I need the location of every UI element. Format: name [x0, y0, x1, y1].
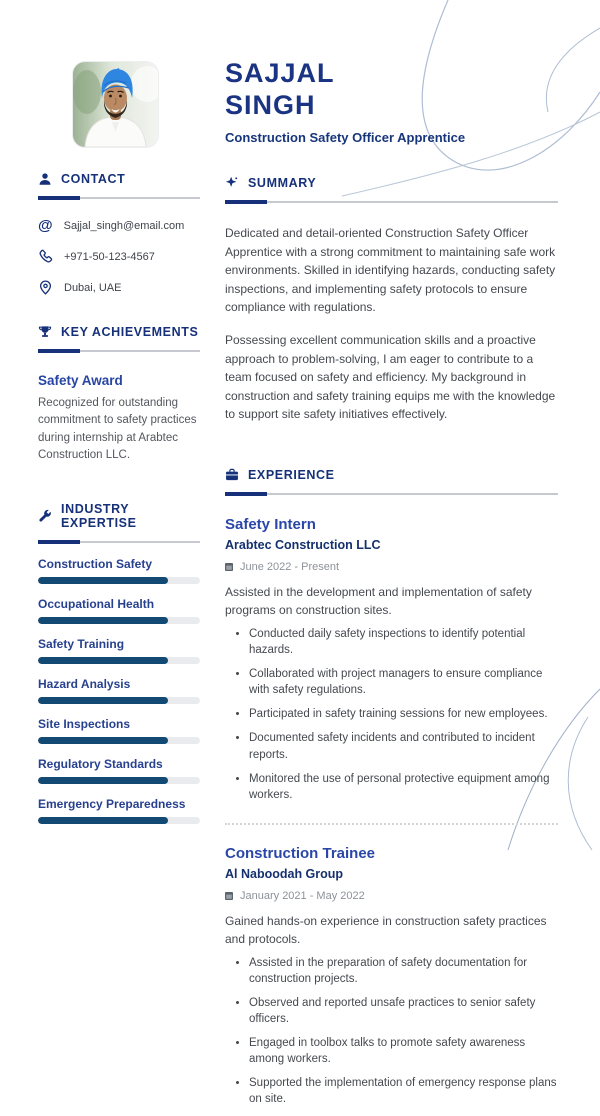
job-title-subtitle: Construction Safety Officer Apprentice	[225, 130, 466, 146]
job-intro: Gained hands-on experience in construction safety practices and protocols.	[225, 913, 547, 946]
job-company: Arabtec Construction LLC	[225, 537, 381, 552]
skill-bar	[38, 617, 200, 624]
name-last: SINGH	[225, 89, 316, 120]
job-bullet: • Assisted in the preparation of safety documentation for construction projects.	[249, 955, 558, 987]
skill-name: Construction Safety	[38, 557, 153, 571]
section-divider	[225, 200, 558, 204]
job-bullet: • Monitored the use of personal protective equipment among workers.	[249, 771, 558, 803]
skill-name: Emergency Preparedness	[38, 797, 186, 811]
wrench-icon	[38, 509, 52, 523]
skill-name: Hazard Analysis	[38, 677, 131, 691]
skill-item	[38, 717, 200, 744]
job-bullet: • Observed and reported unsafe practices to senior safety officers.	[249, 995, 558, 1027]
skill-item	[38, 597, 200, 624]
contact-heading: CONTACT	[61, 172, 126, 186]
skill-bar	[38, 697, 200, 704]
skill-bar	[38, 657, 200, 664]
name-first: SAJJAL	[225, 58, 335, 88]
profile-photo	[73, 62, 158, 147]
experience-entry	[225, 516, 558, 803]
email-icon: @	[38, 217, 53, 234]
experience-entry	[225, 845, 558, 1108]
calendar-icon	[225, 892, 233, 900]
contact-phone-text: +971-50-123-4567	[64, 250, 155, 263]
job-dates-text: June 2022 - Present	[240, 560, 340, 573]
job-bullet: • Collaborated with project managers to ensure compliance with safety regulations.	[249, 666, 558, 698]
expertise-section	[38, 502, 200, 824]
main-column	[225, 176, 558, 1116]
job-dates	[225, 890, 558, 902]
profile-photo-illustration	[73, 62, 158, 147]
skill-item	[38, 797, 200, 824]
job-title: Construction Trainee	[225, 844, 376, 862]
job-intro: Assisted in the development and implementation of safety programs on construction sites.	[225, 584, 532, 617]
skill-bar	[38, 777, 200, 784]
job-dates	[225, 561, 558, 573]
skill-name: Safety Training	[38, 637, 125, 651]
person-icon	[38, 172, 52, 186]
skill-bar-fill	[38, 697, 168, 704]
job-bullet-list	[225, 626, 558, 803]
job-bullet: • Supported the implementation of emergency response plans on site.	[249, 1075, 558, 1107]
achievement-entry	[38, 373, 200, 464]
summary-heading: SUMMARY	[248, 176, 317, 190]
job-bullet: • Documented safety incidents and contributed to incident reports.	[249, 730, 558, 762]
job-bullet-list	[225, 955, 558, 1108]
location-icon	[38, 280, 53, 295]
contact-item-phone	[38, 249, 200, 264]
experience-separator	[225, 823, 558, 825]
summary-section	[225, 176, 558, 424]
summary-paragraph: Dedicated and detail-oriented Construction Safety Officer Apprentice with a strong commitment to maintaining safe work environments. Skilled in identifying hazards, conducting safety inspections, and implementing safety protocols to ensure compliance with regulations.	[225, 226, 556, 315]
skill-item	[38, 557, 200, 584]
achievement-title: Safety Award	[38, 373, 123, 388]
contact-section	[38, 172, 200, 295]
skill-bar-fill	[38, 777, 168, 784]
achievement-description: Recognized for outstanding commitment to safety practices during internship at Arabtec Construction LLC.	[38, 397, 197, 461]
skill-item	[38, 757, 200, 784]
skill-item	[38, 637, 200, 664]
expertise-heading: INDUSTRY EXPERTISE	[61, 502, 137, 530]
section-divider	[38, 540, 200, 544]
contact-location-text: Dubai, UAE	[64, 281, 122, 294]
job-bullet: • Engaged in toolbox talks to promote safety awareness among workers.	[249, 1035, 558, 1067]
calendar-icon	[225, 563, 233, 571]
job-bullet: • Participated in safety training sessions for new employees.	[249, 706, 558, 722]
sparkle-icon	[225, 176, 239, 190]
sidebar	[38, 172, 200, 824]
section-divider	[38, 349, 200, 353]
skill-bar-fill	[38, 617, 168, 624]
contact-email-text: Sajjal_singh@email.com	[63, 219, 185, 232]
experience-heading: EXPERIENCE	[248, 467, 335, 482]
skill-name: Occupational Health	[38, 597, 155, 611]
job-dates-text: January 2021 - May 2022	[240, 889, 365, 902]
skill-bar-fill	[38, 577, 168, 584]
skill-name: Regulatory Standards	[38, 757, 163, 771]
achievements-heading: KEY ACHIEVEMENTS	[61, 325, 199, 339]
skill-bar-fill	[38, 737, 168, 744]
trophy-icon	[38, 325, 52, 339]
section-divider	[225, 492, 558, 496]
phone-icon	[38, 249, 53, 264]
skill-bar	[38, 817, 200, 824]
skill-name: Site Inspections	[38, 717, 131, 731]
skill-bar-fill	[38, 817, 168, 824]
section-divider	[38, 196, 200, 200]
job-bullet: • Conducted daily safety inspections to identify potential hazards.	[249, 626, 558, 658]
contact-item-email	[38, 218, 200, 233]
job-company: Al Naboodah Group	[225, 866, 344, 881]
job-title: Safety Intern	[225, 515, 316, 533]
skill-bar	[38, 577, 200, 584]
achievements-section	[38, 325, 200, 464]
skill-bar-fill	[38, 657, 168, 664]
experience-section	[225, 468, 558, 1108]
summary-paragraph: Possessing excellent communication skills and a proactive approach to problem-solving, I am eager to contribute to a team focused on safety and efficiency. My background in construction and safety training equips me with the knowledge to support site safety initiatives effectively.	[225, 332, 556, 422]
skill-item	[38, 677, 200, 704]
briefcase-icon	[225, 468, 239, 482]
contact-item-location	[38, 280, 200, 295]
skill-bar	[38, 737, 200, 744]
